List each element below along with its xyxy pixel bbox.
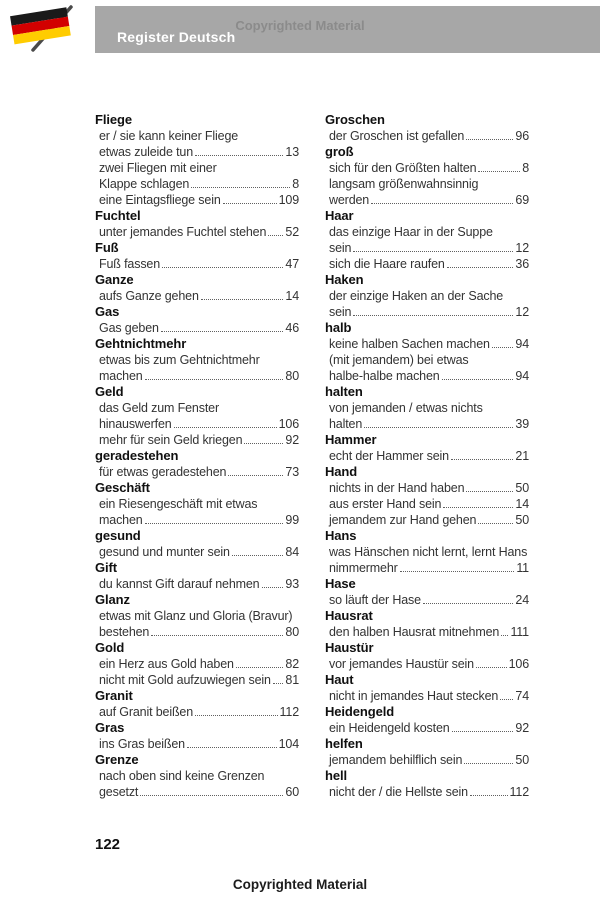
entry-text: der einzige Haken an der Sache bbox=[329, 289, 504, 303]
entry-line bbox=[95, 224, 299, 240]
index-entry bbox=[95, 288, 299, 304]
entry-page-number: 109 bbox=[278, 193, 299, 207]
index-entry bbox=[325, 448, 529, 464]
copyright-notice-top: Copyrighted Material bbox=[235, 18, 365, 33]
entry-line bbox=[95, 400, 299, 416]
entry-page-number: 8 bbox=[292, 177, 299, 191]
index-entry bbox=[95, 656, 299, 672]
index-term: Granit bbox=[95, 688, 133, 703]
entry-line bbox=[95, 432, 299, 448]
entry-page-number: 12 bbox=[515, 241, 529, 255]
entry-page-number: 93 bbox=[285, 577, 299, 591]
entry-line bbox=[325, 560, 529, 576]
dot-leader bbox=[478, 523, 513, 524]
index-entry bbox=[325, 624, 529, 640]
entry-text: zwei Fliegen mit einer bbox=[99, 161, 217, 175]
entry-text: ins Gras beißen bbox=[99, 737, 185, 751]
index-term: Haken bbox=[325, 272, 364, 287]
entry-text: sein bbox=[329, 241, 352, 255]
entry-text: aufs Ganze gehen bbox=[99, 289, 199, 303]
entry-text: echt der Hammer sein bbox=[329, 449, 449, 463]
entry-page-number: 112 bbox=[279, 705, 299, 719]
dot-leader bbox=[501, 635, 508, 636]
entry-page-number: 81 bbox=[285, 673, 299, 687]
index-entry bbox=[95, 224, 299, 240]
index-entry bbox=[325, 160, 529, 176]
entry-line bbox=[325, 448, 529, 464]
entry-line bbox=[325, 224, 529, 240]
dot-leader bbox=[140, 795, 283, 796]
index-term: Haut bbox=[325, 672, 354, 687]
dot-leader bbox=[353, 315, 513, 316]
entry-page-number: 80 bbox=[285, 369, 299, 383]
index-column-right bbox=[325, 112, 529, 800]
entry-page-number: 112 bbox=[509, 785, 529, 799]
entry-text: unter jemandes Fuchtel stehen bbox=[99, 225, 267, 239]
entry-line bbox=[325, 752, 529, 768]
index-term: Fliege bbox=[95, 112, 132, 127]
index-entry bbox=[95, 544, 299, 560]
page-number: 122 bbox=[95, 836, 121, 853]
index-term: geradestehen bbox=[95, 448, 179, 463]
index-entry bbox=[325, 480, 529, 496]
entry-text: etwas bis zum Gehtnichtmehr bbox=[99, 353, 260, 367]
index-entry bbox=[325, 400, 529, 432]
entry-text: so läuft der Hase bbox=[329, 593, 421, 607]
index-entry bbox=[95, 496, 299, 528]
entry-text: nicht in jemandes Haut stecken bbox=[329, 689, 499, 703]
dot-leader bbox=[273, 683, 284, 684]
dot-leader bbox=[452, 731, 514, 732]
entry-line bbox=[325, 368, 529, 384]
dot-leader bbox=[364, 427, 513, 428]
index-term: Hammer bbox=[325, 432, 377, 447]
index-term: Gift bbox=[95, 560, 117, 575]
index-term: Gold bbox=[95, 640, 125, 655]
entry-line bbox=[325, 720, 529, 736]
entry-page-number: 50 bbox=[515, 753, 529, 767]
dot-leader bbox=[195, 155, 283, 156]
dot-leader bbox=[145, 379, 284, 380]
index-entry bbox=[325, 336, 529, 352]
index-term: Haar bbox=[325, 208, 354, 223]
entry-line bbox=[325, 192, 529, 208]
entry-text: sich die Haare raufen bbox=[329, 257, 445, 271]
entry-page-number: 11 bbox=[516, 561, 529, 575]
entry-text: sein bbox=[329, 305, 352, 319]
entry-page-number: 46 bbox=[285, 321, 299, 335]
entry-text: was Hänschen nicht lernt, lernt Hans bbox=[329, 545, 528, 559]
dot-leader bbox=[466, 139, 513, 140]
entry-text: jemandem zur Hand gehen bbox=[329, 513, 477, 527]
entry-page-number: 94 bbox=[515, 369, 529, 383]
dot-leader bbox=[451, 459, 513, 460]
entry-line bbox=[325, 160, 529, 176]
index-entry bbox=[325, 592, 529, 608]
index-term: Heidengeld bbox=[325, 704, 395, 719]
entry-text: machen bbox=[99, 513, 143, 527]
dot-leader bbox=[443, 507, 513, 508]
index-entry bbox=[95, 128, 299, 160]
entry-page-number: 60 bbox=[285, 785, 299, 799]
index-entry bbox=[95, 192, 299, 208]
dot-leader bbox=[423, 603, 513, 604]
entry-text: (mit jemandem) bei etwas bbox=[329, 353, 469, 367]
index-term: Gras bbox=[95, 720, 125, 735]
entry-line bbox=[95, 192, 299, 208]
dot-leader bbox=[174, 427, 277, 428]
entry-text: er / sie kann keiner Fliege bbox=[99, 129, 239, 143]
index-entry bbox=[325, 288, 529, 320]
entry-line bbox=[95, 368, 299, 384]
index-content bbox=[95, 112, 529, 800]
index-term: Geld bbox=[95, 384, 124, 399]
entry-page-number: 50 bbox=[515, 481, 529, 495]
entry-page-number: 92 bbox=[515, 721, 529, 735]
entry-text: sich für den Größten halten bbox=[329, 161, 477, 175]
entry-line bbox=[325, 400, 529, 416]
index-entry bbox=[325, 752, 529, 768]
entry-line bbox=[325, 288, 529, 304]
entry-page-number: 80 bbox=[285, 625, 299, 639]
entry-line bbox=[325, 592, 529, 608]
index-term: gesund bbox=[95, 528, 141, 543]
index-entry bbox=[325, 128, 529, 144]
entry-line bbox=[325, 336, 529, 352]
entry-line bbox=[325, 496, 529, 512]
entry-page-number: 21 bbox=[515, 449, 529, 463]
entry-text: das Geld zum Fenster bbox=[99, 401, 219, 415]
entry-line bbox=[325, 624, 529, 640]
index-entry bbox=[325, 496, 529, 512]
entry-line bbox=[95, 672, 299, 688]
entry-page-number: 73 bbox=[285, 465, 299, 479]
entry-page-number: 104 bbox=[278, 737, 299, 751]
entry-text: Fuß fassen bbox=[99, 257, 161, 271]
index-term: Hans bbox=[325, 528, 357, 543]
index-term: Groschen bbox=[325, 112, 385, 127]
entry-text: langsam größenwahnsinnig bbox=[329, 177, 479, 191]
entry-text: gesetzt bbox=[99, 785, 139, 799]
entry-page-number: 47 bbox=[285, 257, 299, 271]
entry-line bbox=[95, 768, 299, 784]
entry-line bbox=[95, 496, 299, 512]
page-header-title: Register Deutsch bbox=[117, 29, 236, 45]
index-entry bbox=[95, 672, 299, 688]
dot-leader bbox=[464, 763, 513, 764]
index-term: Hase bbox=[325, 576, 356, 591]
entry-line bbox=[95, 736, 299, 752]
index-entry bbox=[95, 160, 299, 192]
entry-line bbox=[95, 656, 299, 672]
entry-page-number: 39 bbox=[515, 417, 529, 431]
entry-text: das einzige Haar in der Suppe bbox=[329, 225, 493, 239]
index-term: Hand bbox=[325, 464, 358, 479]
entry-text: nicht der / die Hellste sein bbox=[329, 785, 468, 799]
entry-text: vor jemandes Haustür sein bbox=[329, 657, 474, 671]
entry-text: nicht mit Gold aufzuwiegen sein bbox=[99, 673, 271, 687]
dot-leader bbox=[447, 267, 514, 268]
index-term: hell bbox=[325, 768, 347, 783]
entry-text: nimmermehr bbox=[329, 561, 398, 575]
entry-text: etwas mit Glanz und Gloria (Bravur) bbox=[99, 609, 293, 623]
dot-leader bbox=[262, 587, 284, 588]
entry-text: hinauswerfen bbox=[99, 417, 172, 431]
entry-page-number: 82 bbox=[285, 657, 299, 671]
dot-leader bbox=[268, 235, 283, 236]
entry-line bbox=[325, 240, 529, 256]
entry-line bbox=[325, 656, 529, 672]
index-term: Haustür bbox=[325, 640, 374, 655]
entry-page-number: 92 bbox=[285, 433, 299, 447]
entry-text: jemandem behilflich sein bbox=[329, 753, 463, 767]
index-entry bbox=[95, 256, 299, 272]
index-term: groß bbox=[325, 144, 354, 159]
entry-text: eine Eintagsfliege sein bbox=[99, 193, 221, 207]
entry-text: bestehen bbox=[99, 625, 150, 639]
index-term: Gehtnichtmehr bbox=[95, 336, 187, 351]
entry-page-number: 50 bbox=[515, 513, 529, 527]
entry-page-number: 99 bbox=[285, 513, 299, 527]
entry-text: machen bbox=[99, 369, 143, 383]
index-entry bbox=[95, 608, 299, 640]
entry-line bbox=[325, 688, 529, 704]
index-entry bbox=[325, 688, 529, 704]
index-entry bbox=[325, 720, 529, 736]
entry-line bbox=[325, 352, 529, 368]
dot-leader bbox=[353, 251, 513, 252]
entry-page-number: 94 bbox=[515, 337, 529, 351]
entry-line bbox=[95, 144, 299, 160]
index-term: halten bbox=[325, 384, 363, 399]
entry-line bbox=[95, 464, 299, 480]
index-entry bbox=[325, 176, 529, 208]
index-term: Grenze bbox=[95, 752, 139, 767]
entry-line bbox=[325, 480, 529, 496]
dot-leader bbox=[470, 795, 508, 796]
entry-line bbox=[95, 704, 299, 720]
entry-line bbox=[95, 256, 299, 272]
dot-leader bbox=[466, 491, 513, 492]
dot-leader bbox=[478, 171, 520, 172]
entry-line bbox=[325, 416, 529, 432]
dot-leader bbox=[228, 475, 283, 476]
index-entry bbox=[95, 432, 299, 448]
entry-text: Klappe schlagen bbox=[99, 177, 190, 191]
dot-leader bbox=[145, 523, 284, 524]
entry-page-number: 106 bbox=[508, 657, 529, 671]
entry-page-number: 74 bbox=[515, 689, 529, 703]
entry-text: nichts in der Hand haben bbox=[329, 481, 465, 495]
entry-line bbox=[325, 512, 529, 528]
entry-line bbox=[95, 352, 299, 368]
entry-text: den halben Hausrat mitnehmen bbox=[329, 625, 500, 639]
index-entry bbox=[95, 704, 299, 720]
dot-leader bbox=[151, 635, 283, 636]
entry-line bbox=[95, 512, 299, 528]
entry-page-number: 69 bbox=[515, 193, 529, 207]
entry-page-number: 8 bbox=[522, 161, 529, 175]
dot-leader bbox=[161, 331, 284, 332]
dot-leader bbox=[400, 571, 515, 572]
dot-leader bbox=[371, 203, 513, 204]
entry-line bbox=[95, 288, 299, 304]
entry-line bbox=[325, 176, 529, 192]
entry-page-number: 13 bbox=[285, 145, 299, 159]
entry-page-number: 36 bbox=[515, 257, 529, 271]
index-term: Geschäft bbox=[95, 480, 150, 495]
index-term: helfen bbox=[325, 736, 363, 751]
entry-text: gesund und munter sein bbox=[99, 545, 230, 559]
entry-text: aus erster Hand sein bbox=[329, 497, 442, 511]
index-term: Fuß bbox=[95, 240, 119, 255]
entry-text: für etwas geradestehen bbox=[99, 465, 227, 479]
index-term: halb bbox=[325, 320, 352, 335]
index-term: Hausrat bbox=[325, 608, 373, 623]
entry-text: keine halben Sachen machen bbox=[329, 337, 490, 351]
entry-text: ein Riesengeschäft mit etwas bbox=[99, 497, 258, 511]
entry-page-number: 24 bbox=[515, 593, 529, 607]
entry-page-number: 14 bbox=[285, 289, 299, 303]
entry-line bbox=[325, 304, 529, 320]
index-entry bbox=[95, 736, 299, 752]
index-entry bbox=[325, 224, 529, 256]
entry-text: auf Granit beißen bbox=[99, 705, 194, 719]
entry-line bbox=[95, 544, 299, 560]
entry-text: halten bbox=[329, 417, 363, 431]
index-entry bbox=[325, 656, 529, 672]
index-entry bbox=[325, 256, 529, 272]
entry-line bbox=[325, 128, 529, 144]
entry-text: halbe-halbe machen bbox=[329, 369, 440, 383]
entry-line bbox=[95, 160, 299, 176]
dot-leader bbox=[201, 299, 284, 300]
entry-line bbox=[95, 320, 299, 336]
entry-page-number: 12 bbox=[515, 305, 529, 319]
entry-text: mehr für sein Geld kriegen bbox=[99, 433, 243, 447]
entry-text: nach oben sind keine Grenzen bbox=[99, 769, 265, 783]
entry-page-number: 96 bbox=[515, 129, 529, 143]
entry-line bbox=[95, 176, 299, 192]
dot-leader bbox=[162, 267, 283, 268]
entry-line bbox=[95, 624, 299, 640]
dot-leader bbox=[500, 699, 513, 700]
entry-page-number: 111 bbox=[510, 625, 529, 639]
entry-text: Gas geben bbox=[99, 321, 159, 335]
index-term: Fuchtel bbox=[95, 208, 141, 223]
index-entry bbox=[95, 576, 299, 592]
entry-page-number: 14 bbox=[515, 497, 529, 511]
index-entry bbox=[325, 352, 529, 384]
index-entry bbox=[95, 464, 299, 480]
dot-leader bbox=[476, 667, 507, 668]
dot-leader bbox=[244, 443, 283, 444]
index-entry bbox=[95, 320, 299, 336]
entry-page-number: 52 bbox=[285, 225, 299, 239]
entry-text: etwas zuleide tun bbox=[99, 145, 194, 159]
dot-leader bbox=[492, 347, 514, 348]
entry-line bbox=[95, 576, 299, 592]
index-column-left bbox=[95, 112, 299, 800]
entry-line bbox=[325, 544, 529, 560]
entry-text: ein Herz aus Gold haben bbox=[99, 657, 234, 671]
dot-leader bbox=[195, 715, 277, 716]
dot-leader bbox=[187, 747, 277, 748]
entry-line bbox=[325, 784, 529, 800]
entry-page-number: 106 bbox=[278, 417, 299, 431]
entry-line bbox=[95, 128, 299, 144]
index-entry bbox=[325, 512, 529, 528]
entry-text: ein Heidengeld kosten bbox=[329, 721, 450, 735]
dot-leader bbox=[442, 379, 514, 380]
entry-page-number: 84 bbox=[285, 545, 299, 559]
index-entry bbox=[325, 784, 529, 800]
entry-line bbox=[325, 256, 529, 272]
dot-leader bbox=[223, 203, 277, 204]
dot-leader bbox=[232, 555, 284, 556]
entry-line bbox=[95, 784, 299, 800]
entry-line bbox=[95, 608, 299, 624]
entry-line bbox=[95, 416, 299, 432]
index-term: Ganze bbox=[95, 272, 134, 287]
dot-leader bbox=[236, 667, 284, 668]
index-entry bbox=[95, 400, 299, 432]
dot-leader bbox=[191, 187, 290, 188]
index-entry bbox=[95, 768, 299, 800]
copyright-notice-bottom: Copyrighted Material bbox=[232, 877, 368, 892]
index-entry bbox=[95, 352, 299, 384]
index-term: Glanz bbox=[95, 592, 130, 607]
index-entry bbox=[325, 544, 529, 576]
entry-text: werden bbox=[329, 193, 370, 207]
entry-text: der Groschen ist gefallen bbox=[329, 129, 465, 143]
entry-text: von jemanden / etwas nichts bbox=[329, 401, 483, 415]
index-term: Gas bbox=[95, 304, 120, 319]
entry-text: du kannst Gift darauf nehmen bbox=[99, 577, 260, 591]
